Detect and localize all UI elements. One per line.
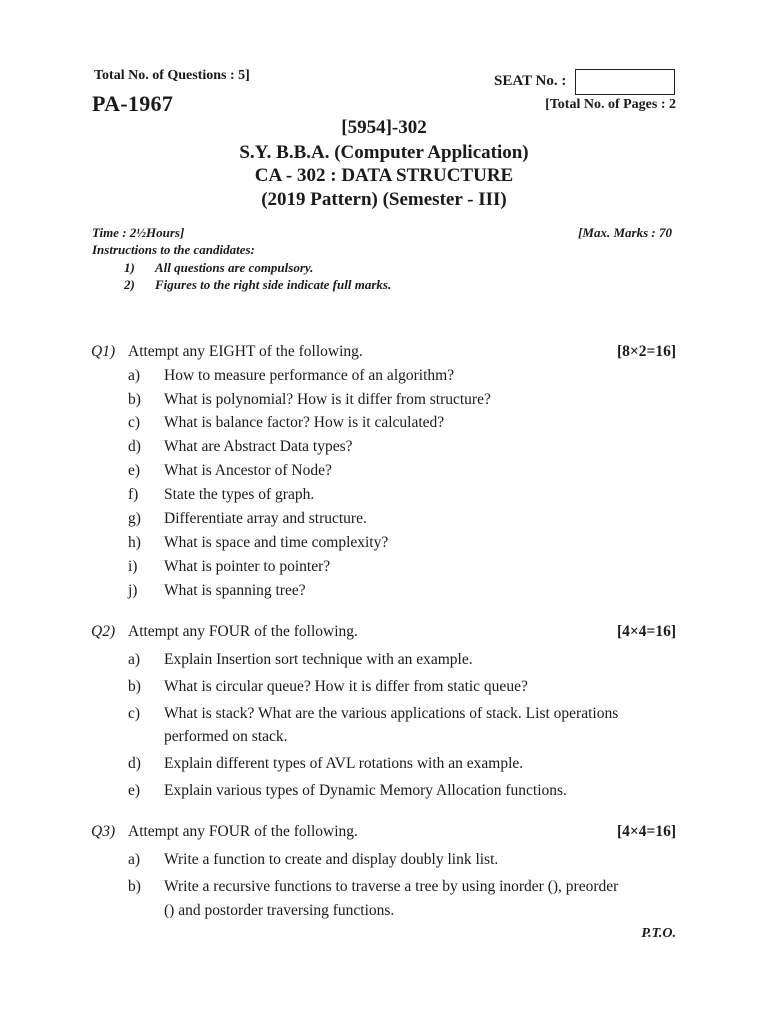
- item-label: e): [128, 782, 141, 799]
- item-text: Explain Insertion sort technique with an example.: [164, 651, 473, 668]
- item-label: b): [128, 678, 141, 695]
- instructions-title: Instructions to the candidates:: [92, 242, 255, 257]
- question-text: Attempt any EIGHT of the following.: [128, 343, 363, 360]
- item-text: What is stack? What are the various applications of stack. List operations: [164, 705, 619, 722]
- item-label: j): [128, 582, 138, 599]
- question-text: Attempt any FOUR of the following.: [128, 823, 358, 840]
- item-text: State the types of graph.: [164, 486, 315, 503]
- item-text: What are Abstract Data types?: [164, 438, 353, 455]
- instruction-text: Figures to the right side indicate full marks.: [155, 277, 392, 292]
- item-text: Explain various types of Dynamic Memory Allocation functions.: [164, 782, 567, 799]
- item-text: Explain different types of AVL rotations with an example.: [164, 755, 524, 772]
- item-label: h): [128, 534, 141, 551]
- instruction-number: 1): [124, 260, 135, 275]
- item-text: How to measure performance of an algorithm?: [164, 367, 455, 384]
- item-label: d): [128, 438, 141, 455]
- item-text: performed on stack.: [164, 728, 288, 745]
- item-text: Write a function to create and display doubly link list.: [164, 851, 499, 868]
- item-label: c): [128, 705, 141, 722]
- question-marks: [4×4=16]: [617, 823, 676, 840]
- exam-time: Time : 2½Hours]: [92, 225, 185, 240]
- item-label: f): [128, 486, 139, 503]
- item-text: What is balance factor? How is it calculated?: [164, 414, 445, 431]
- seat-number-label: SEAT No. :: [494, 73, 567, 89]
- item-label: b): [128, 878, 141, 895]
- total-pages: [Total No. of Pages : 2: [545, 97, 676, 112]
- item-text: Write a recursive functions to traverse a tree by using inorder (), preorder: [164, 878, 619, 895]
- seat-number-box: [575, 69, 675, 95]
- question-number: Q3): [91, 823, 116, 840]
- item-label: e): [128, 462, 141, 479]
- page-turn-over: P.T.O.: [641, 926, 676, 941]
- total-questions: Total No. of Questions : 5]: [94, 68, 250, 83]
- max-marks: [Max. Marks : 70: [578, 225, 672, 240]
- course-title: S.Y. B.B.A. (Computer Application): [239, 142, 529, 163]
- exam-code: [5954]-302: [341, 117, 427, 138]
- question-number: Q1): [91, 343, 116, 360]
- item-text: Differentiate array and structure.: [164, 510, 367, 527]
- instruction-text: All questions are compulsory.: [155, 260, 314, 275]
- item-text: What is spanning tree?: [164, 582, 306, 599]
- item-label: g): [128, 510, 141, 527]
- item-text: What is pointer to pointer?: [164, 558, 331, 575]
- item-label: i): [128, 558, 138, 575]
- question-marks: [4×4=16]: [617, 623, 676, 640]
- item-text: What is space and time complexity?: [164, 534, 389, 551]
- item-label: b): [128, 391, 141, 408]
- subject-title: CA - 302 : DATA STRUCTURE: [254, 165, 514, 186]
- instruction-number: 2): [124, 277, 135, 292]
- item-label: a): [128, 651, 141, 668]
- question-number: Q2): [91, 623, 116, 640]
- question-marks: [8×2=16]: [617, 343, 676, 360]
- question-text: Attempt any FOUR of the following.: [128, 623, 358, 640]
- item-text: What is circular queue? How it is differ from static queue?: [164, 678, 528, 695]
- pattern-semester: (2019 Pattern) (Semester - III): [261, 189, 507, 210]
- item-label: a): [128, 367, 141, 384]
- item-text: What is polynomial? How is it differ from structure?: [164, 391, 491, 408]
- paper-code: PA-1967: [92, 91, 174, 116]
- item-label: a): [128, 851, 141, 868]
- item-label: d): [128, 755, 141, 772]
- item-text: () and postorder traversing functions.: [164, 902, 395, 919]
- item-label: c): [128, 414, 141, 431]
- item-text: What is Ancestor of Node?: [164, 462, 332, 479]
